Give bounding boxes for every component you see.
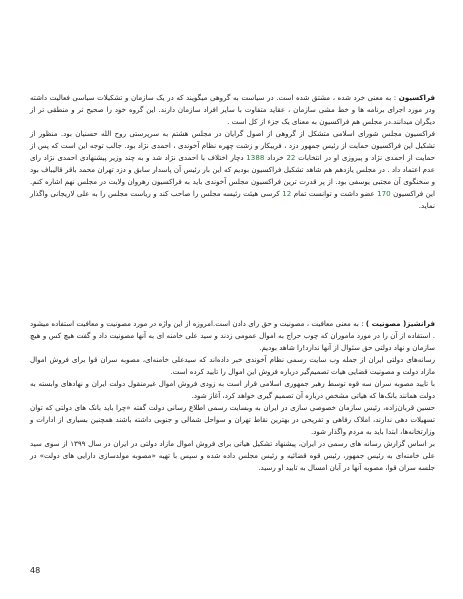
term-fraction: فراکسیون [398, 93, 435, 102]
paragraph-definition-franchise [30, 318, 435, 354]
text-fraction-history-5: کرسی هیئت رئیسه مجلس را صاحب کند و ریاست مجلس را به علی لاریجانی واگذار نماید. [30, 189, 435, 210]
number-day: 22 [286, 153, 296, 162]
paragraph-fraction-parliament [30, 128, 435, 212]
text-fraction-history-1: فراکسیون مجلس شورای اسلامی متشکل از گروهی از اصول گرایان در مجلس هشتم به سرپرستی روح الله حسنیان بود. منظور از تشکیل این فراکسیون حمایت از رئیس جمهور دزد ، فریبکار و زشت چهره نظام آخوندی ، احمدی نژاد بود. جالب توجه این است که پس از حمایت از احمدی نژاد و پیروزی او در انتخابات [30, 129, 435, 162]
number-members: 170 [377, 189, 391, 198]
text-franchise-definition: : به معنی معافیت ، مصونیت و حق رای دادن است.امروزه از این واژه در مورد مصونیت و معافیت استفاده میشود . استفاده از آن را در مورد ماموران که چوب حراج به اموال عمومی زدند و سید علی خامنه ای به آنها مصونیت داد و گفت هیچ کس و هیچ سازمان و نهاد دولتی حق سئوال از آنها ندارد!را شاهد بودیم. [30, 319, 435, 352]
text-fraction-history-2: خرداد [264, 153, 287, 162]
section-fraction [30, 92, 435, 212]
text-fraction-history-3: دچار اختلاف با احمدی نژاد شد و به چند وزیر پیشنهادی احمدی نژاد رای عدم اعتماد داد . در مجلس یازدهم هم شاهد تشکیل فراکسیون بودیم که این بار رئیس آن پاسدار سابق و دزد تهران محمد باقر قالیباف بود و سخنگوی آن مجتبی یوسفی بود. از پر قدرت ترین فراکسیون مجلس آخوندی باید به فراکسیون رهروان ولایت در مجلس نهم اشاره کنم. این فراکسیون [30, 153, 435, 198]
paragraph-franchise-report: بر اساس گزارش رسانه های رسمی در ایران، پیشنهاد تشکیل هیاتی برای فروش اموال مازاد دولتی در ایران در سال ۱۳۹۹ از سوی سید علی خامنه‌ای به رئیس جمهور، رئیس قوه قضائیه و رئیس مجلس داده شده و سپس با تهیه «مصوبه مولدسازی دارایی های دولت» در جلسه سران قوا، مصوبه آنها در آبان امسال به تایید او رسید. [30, 439, 435, 472]
paragraph-franchise-approval: با تایید مصوبه سران سه قوه توسط رهبر جمهوری اسلامی قرار است به زودی فروش اموال غیرمنقول دولت ایران و نهادهای وابسته به دولت همانند بانک‌ها که هیاتی مشخص درباره آن تصمیم گیری خواهد کرد، آغاز شود. [30, 379, 435, 400]
paragraph-franchise-media: رسانه‌های دولتی ایران از جمله وب سایت رسمی نظام آخوندی خبر داده‌اند که سیدعلی خامنه‌ای، مصوبه سران قوا برای فروش اموال مازاد دولت و مصونیت قضایی هیات تصمیم‌گیر درباره فروش این اموال را تایید کرده است. [30, 355, 435, 376]
paragraph-definition-fraction [30, 92, 435, 128]
section-franchise [30, 318, 435, 474]
number-seats: 12 [282, 189, 292, 198]
number-year: 1388 [246, 153, 265, 162]
paragraph-franchise-privatization: حسین قربان‌زاده، رئیس سازمان خصوصی سازی در ایران به وبسایت رسمی اطلاع رسانی دولت گفته «چرا باید بانک های دولتی که توان تسهیلات دهی ندارند، املاک رفاهی و تفریحی در بهترین نقاط تهران و سواحل شمالی و جنوبی داشته باشند همچنین بسیاری از ادارات و وزارتخانه‌ها، ابتدا باید به مردم واگذار شود. [30, 403, 435, 436]
term-franchise: فرانشیز( مصونیت ) [365, 319, 435, 328]
page-number: 48 [30, 566, 41, 575]
text-fraction-definition: : به معنی خرد شده ، مشتق شده است. در سیاست به گروهی میگویند که در یک سازمان و تشکیلات سیاسی فعالیت داشته ودر مورد اجرای برنامه ها و خط مشی سازمان ، عقاید متفاوت با سایر افراد سازمان دارند. این گروه خود را صحیح تر و منطقی تر از دیگران میدانند.در مجلس هم فراکسیون به معنای یک جزء از کل است . [30, 93, 435, 126]
text-fraction-history-4: عضو داشت و توانست تمام [291, 189, 378, 198]
